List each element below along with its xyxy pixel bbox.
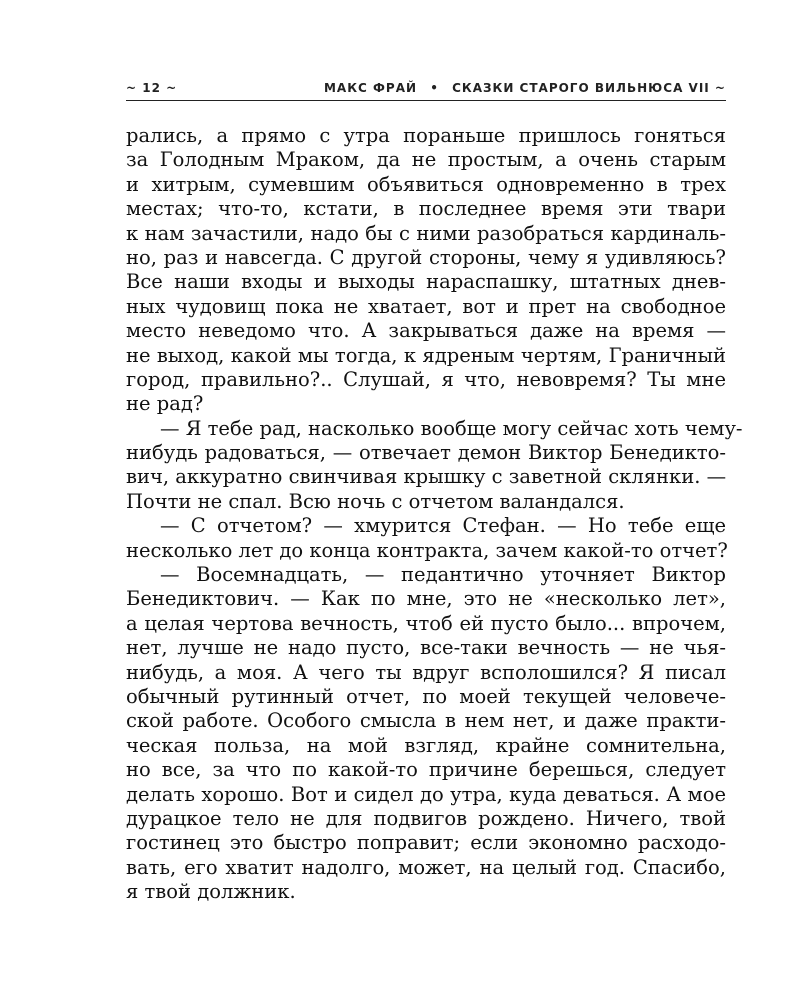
text-line: несколько лет до конца контракта, зачем какой-то отчет? <box>126 538 728 562</box>
text-line: не рад? <box>126 392 204 416</box>
text-line: место неведомо что. А закрываться даже на время — <box>126 319 726 343</box>
text-line: но, раз и навсегда. С другой стороны, чему я удивляюсь? <box>126 245 726 269</box>
text-line: и хитрым, сумевшим объявиться одновременно в трех <box>126 172 726 196</box>
text-line: к нам зачастили, надо бы с ними разобраться кардиналь- <box>126 221 726 245</box>
text-line: — С отчетом? — хмурится Стефан. — Но тебе еще <box>160 514 726 538</box>
body-text <box>126 124 743 905</box>
header-separator: • <box>430 81 439 95</box>
author-name: МАКС ФРАЙ <box>323 81 418 95</box>
running-header <box>126 78 726 98</box>
text-line: город, правильно?.. Слушай, я что, невовремя? Ты мне <box>126 367 726 391</box>
text-line: а целая чертова вечность, чтоб ей пусто было... впрочем, <box>126 611 726 635</box>
text-line: гостинец это быстро поправит; если экономно расходо- <box>126 831 726 855</box>
text-line: дурацкое тело не для подвигов рождено. Ничего, твой <box>126 806 726 830</box>
text-line: делать хорошо. Вот и сидел до утра, куда деваться. А мое <box>126 782 726 806</box>
text-line: не выход, какой мы тогда, к ядреным чертям, Граничный <box>126 343 726 367</box>
text-line: за Голодным Мраком, да не простым, а очень старым <box>126 148 726 172</box>
text-line: ческая польза, на мой взгляд, крайне сомнительна, <box>126 733 726 757</box>
text-line: вич, аккуратно свинчивая крышку с заветной склянки. — <box>126 465 727 489</box>
book-title-group <box>324 81 726 95</box>
text-line: обычный рутинный отчет, по моей текущей человече- <box>126 684 726 708</box>
text-line: нибудь, а моя. А чего ты вдруг всполошился? Я писал <box>126 660 726 684</box>
text-line: местах; что-то, кстати, в последнее время эти твари <box>126 197 726 221</box>
page-number: ~ 12 ~ <box>126 81 178 95</box>
text-line: я твой должник. <box>126 880 296 904</box>
text-line: ской работе. Особого смысла в нем нет, и даже практи- <box>126 709 726 733</box>
book-title: СКАЗКИ СТАРОГО ВИЛЬНЮСА VII ~ <box>452 81 726 95</box>
text-line: — Восемнадцать, — педантично уточняет Виктор <box>160 563 726 587</box>
text-line: ных чудовищ пока не хватает, вот и прет на свободное <box>126 294 726 318</box>
text-line: Почти не спал. Всю ночь с отчетом валандался. <box>126 489 625 513</box>
text-line: — Я тебе рад, насколько вообще могу сейчас хоть чему- <box>160 416 743 440</box>
text-line: нет, лучше не надо пусто, все-таки вечность — не чья- <box>126 636 726 660</box>
text-line: Бенедиктович. — Как по мне, это не «несколько лет», <box>126 587 726 611</box>
text-line: Все наши входы и выходы нараспашку, штатных днев- <box>126 270 726 294</box>
text-line: вать, его хватит надолго, может, на целый год. Спасибо, <box>126 855 726 879</box>
header-rule <box>126 100 726 101</box>
text-line: нибудь радоваться, — отвечает демон Виктор Бенедикто- <box>126 441 726 465</box>
text-line: но все, за что по какой-то причине берешься, следует <box>126 758 726 782</box>
text-line: рались, а прямо с утра пораньше пришлось гоняться <box>126 124 726 147</box>
